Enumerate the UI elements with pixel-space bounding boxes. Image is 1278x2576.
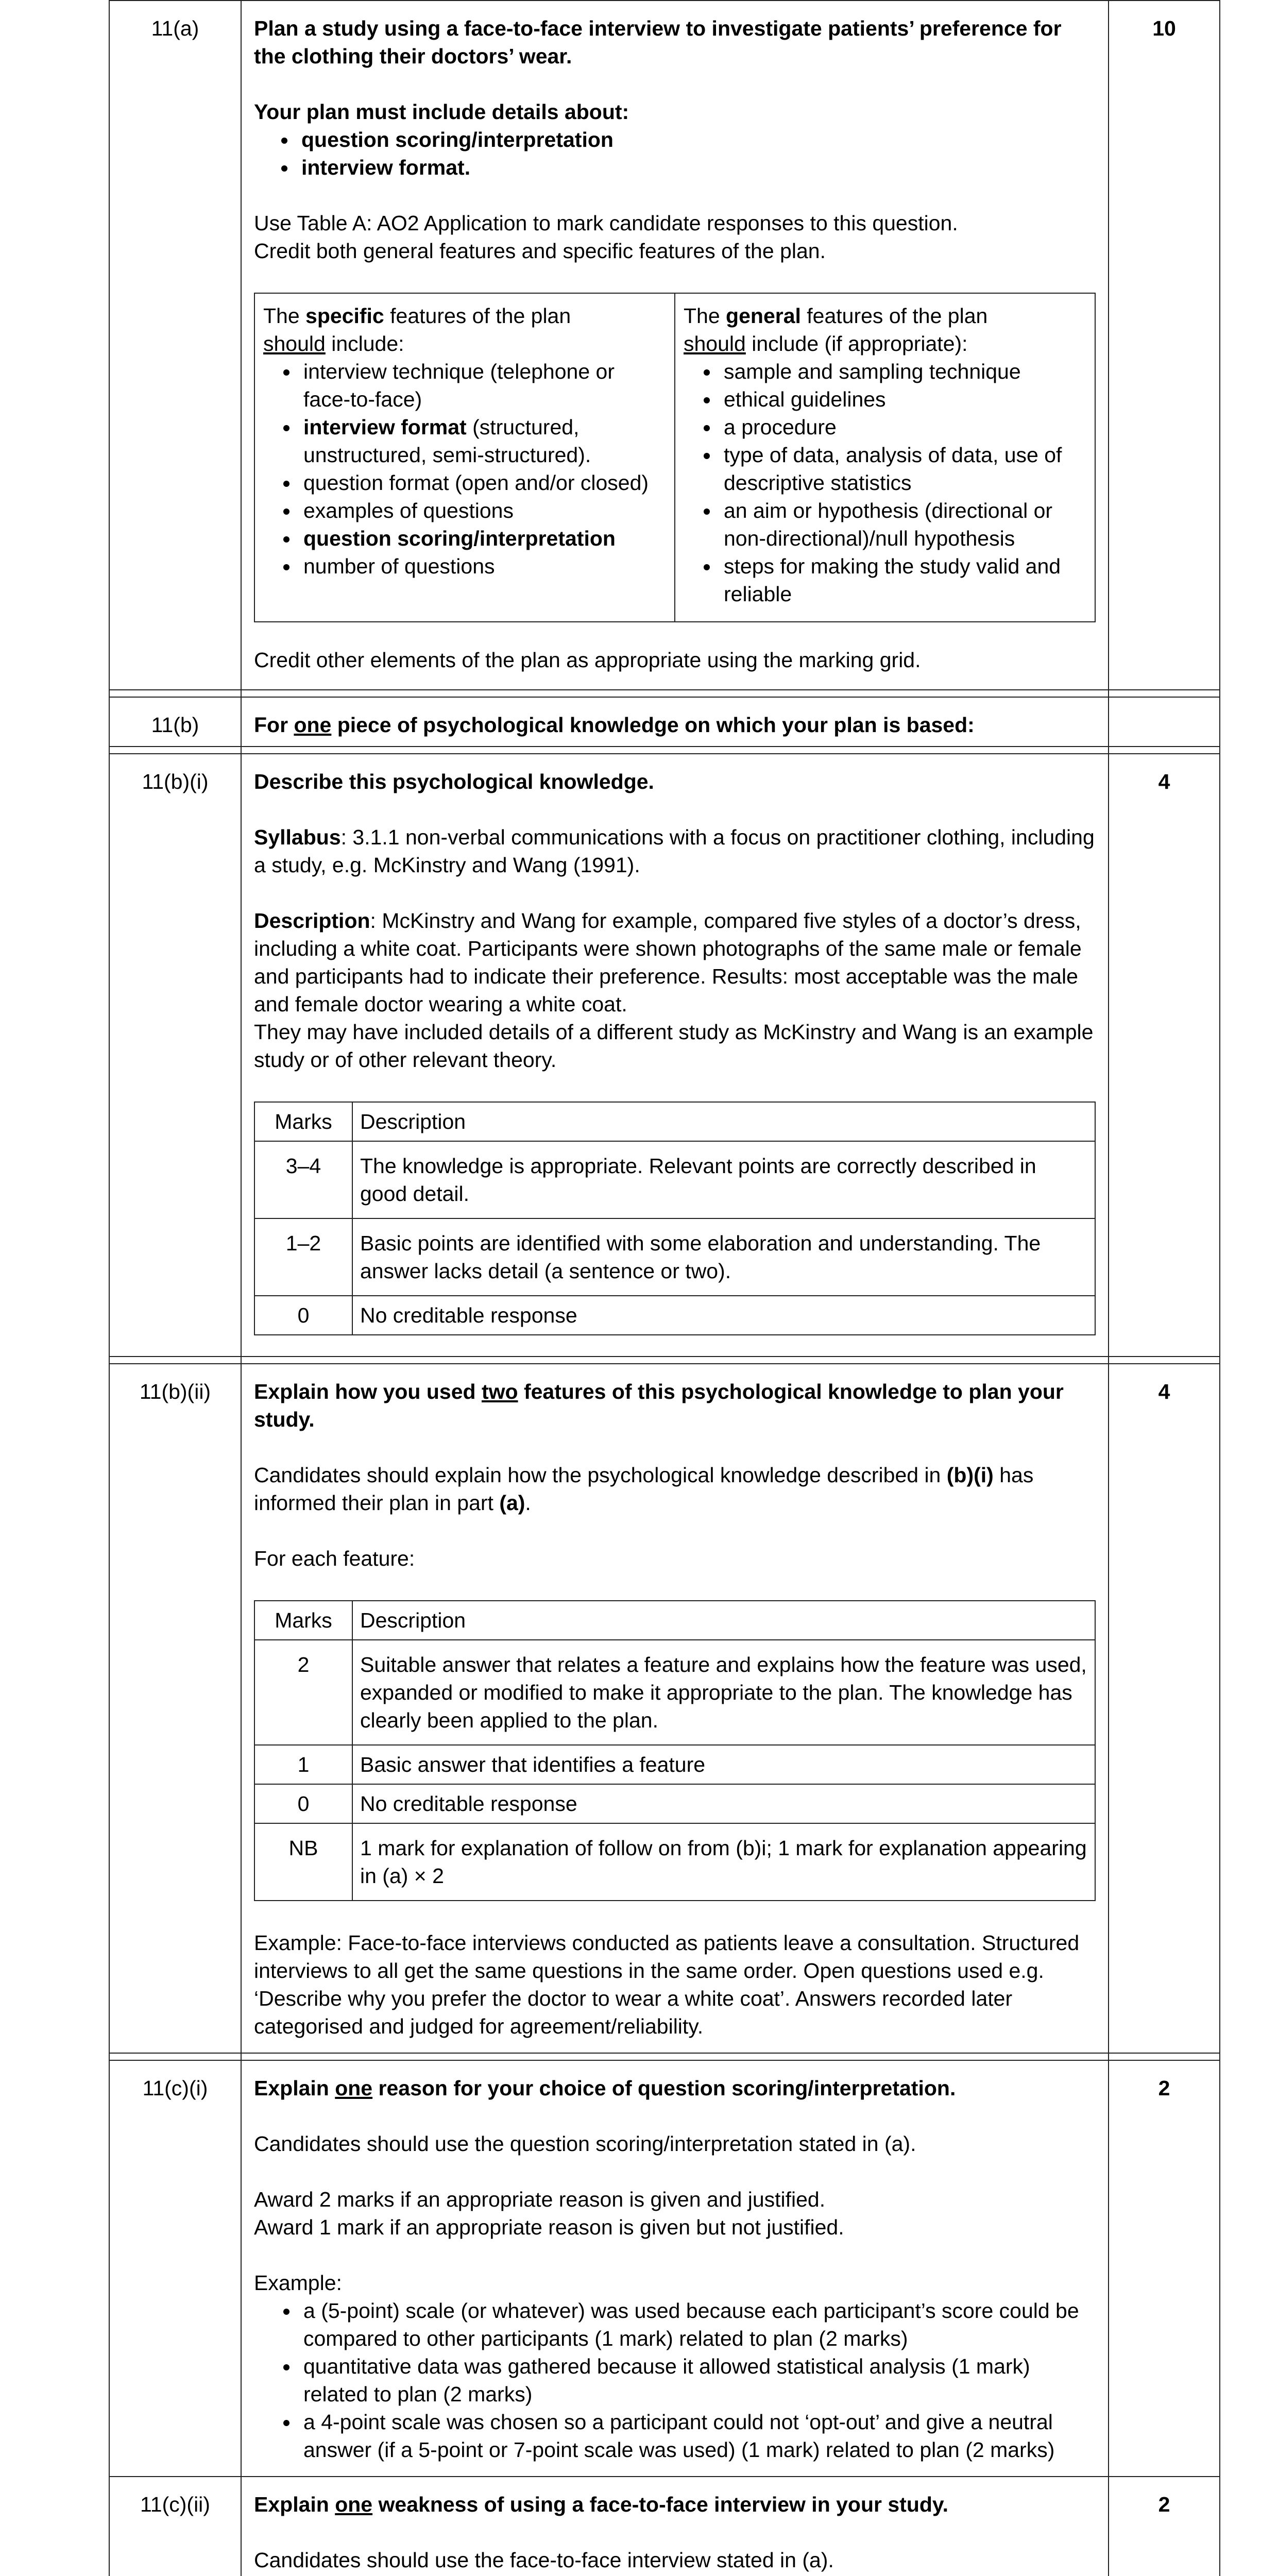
question-row-11bi	[109, 754, 1220, 1357]
marks-value: 2	[1109, 2477, 1220, 2576]
must-include-label: Your plan must include details about:	[254, 100, 629, 124]
syllabus-text: Syllabus: 3.1.1 non-verbal communications with a focus on practitioner clothing, including a study, e.g. McKinstry and Wang (1991).	[254, 825, 1095, 877]
marks-value: 4	[1109, 754, 1220, 1357]
list-item: • a procedure	[720, 413, 1086, 441]
question-number: 11(b)	[109, 697, 241, 747]
list-item: • type of data, analysis of data, use of descriptive statistics	[720, 441, 1086, 497]
description-text: Description: McKinstry and Wang for example, compared five styles of a doctor’s dress, including a white coat. Participants were shown photographs of the same male or female and participants had to indicate their preference. Results: most acceptable was the male and female doctor wearing a white coat.	[254, 909, 1082, 1016]
question-row-11a	[109, 1, 1220, 690]
award-1-text: Award 1 mark if an appropriate reason is given but not justified.	[254, 2215, 844, 2239]
example-text: Example: Face-to-face interviews conducted as patients leave a consultation. Structured interviews to all get the same questions in the same order. Open questions used e.g. ‘Describe why you prefer the doctor to wear a white coat’. Answers recorded later categorised and judged for agreement/reliability.	[254, 1931, 1080, 2038]
question-number: 11(c)(ii)	[109, 2477, 241, 2576]
general-features-cell	[675, 293, 1095, 622]
candidate-guidance: Candidates should use the question scoring/interpretation stated in (a).	[254, 2132, 916, 2156]
grid-header-row: Marks Description	[254, 1102, 1095, 1141]
general-features-heading: The general features of the plan should include (if appropriate):	[684, 304, 988, 355]
specific-features-cell	[254, 293, 675, 622]
answer-cell	[241, 1364, 1109, 2053]
list-item: • interview format (structured, unstructured, semi-structured).	[299, 413, 666, 469]
specific-features-list	[263, 358, 666, 580]
list-item: • examples of questions	[299, 497, 666, 524]
list-item: • steps for making the study valid and reliable	[720, 552, 1086, 608]
list-item: • an aim or hypothesis (directional or non-directional)/null hypothesis	[720, 497, 1086, 552]
question-prompt: Describe this psychological knowledge.	[254, 770, 654, 793]
specific-features-heading: The specific features of the plan should include:	[263, 304, 571, 355]
example-list	[254, 2297, 1096, 2464]
grid-row: 1–2 Basic points are identified with some elaboration and understanding. The answer lacks detail (a sentence or two).	[254, 1218, 1095, 1296]
list-item: • question scoring/interpretation	[299, 524, 666, 552]
marking-grid	[254, 1600, 1096, 1901]
list-item: • a 4-point scale was chosen so a participant could not ‘opt-out’ and give a neutral answer (if a 5-point or 7-point scale was used) (1 mark) related to plan (2 marks)	[299, 2408, 1096, 2464]
question-row-11ci	[109, 2060, 1220, 2477]
list-item: • interview technique (telephone or face-to-face)	[299, 358, 666, 413]
question-number: 11(b)(ii)	[109, 1364, 241, 2053]
marks-value: 2	[1109, 2060, 1220, 2477]
grid-row: 0 No creditable response	[254, 1296, 1095, 1335]
marking-grid	[254, 1101, 1096, 1335]
grid-row: NB 1 mark for explanation of follow on from (b)i; 1 mark for explanation appearing in (a) × 2	[254, 1823, 1095, 1901]
candidate-guidance: Candidates should explain how the psychological knowledge described in (b)(i) has informed their plan in part (a).	[254, 1463, 1034, 1515]
question-prompt: Explain one weakness of using a face-to-face interview in your study.	[254, 2493, 949, 2516]
question-prompt: For one piece of psychological knowledge on which your plan is based:	[254, 713, 975, 737]
features-table	[254, 293, 1096, 622]
question-row-11b	[109, 697, 1220, 747]
grid-row: 2 Suitable answer that relates a feature and explains how the feature was used, expanded or modified to make it appropriate to the plan. The knowledge has clearly been applied to the plan.	[254, 1640, 1095, 1745]
question-number: 11(a)	[109, 1, 241, 690]
question-prompt: Explain one reason for your choice of question scoring/interpretation.	[254, 2076, 956, 2100]
candidate-guidance: Candidates should use the face-to-face interview stated in (a).	[254, 2548, 834, 2572]
answer-cell	[241, 2477, 1109, 2576]
award-2-text: Award 2 marks if an appropriate reason is given and justified.	[254, 2188, 826, 2211]
instruction-line: Use Table A: AO2 Application to mark candidate responses to this question.	[254, 211, 958, 235]
list-item: • sample and sampling technique	[720, 358, 1086, 385]
marks-value: 4	[1109, 1364, 1220, 2053]
list-item: • ethical guidelines	[720, 385, 1086, 413]
answer-cell	[241, 2060, 1109, 2477]
question-number: 11(b)(i)	[109, 754, 241, 1357]
description-text-2: They may have included details of a different study as McKinstry and Wang is an example study or of other relevant theory.	[254, 1020, 1094, 1072]
answer-cell	[241, 1, 1109, 690]
answer-cell	[241, 754, 1109, 1357]
general-features-list	[684, 358, 1086, 608]
answer-cell	[241, 697, 1109, 747]
question-prompt: Explain how you used two features of this psychological knowledge to plan your study.	[254, 1380, 1064, 1431]
list-item: • quantitative data was gathered because it allowed statistical analysis (1 mark) related to plan (2 marks)	[299, 2352, 1096, 2408]
grid-row: 0 No creditable response	[254, 1784, 1095, 1823]
mark-scheme-table	[109, 0, 1220, 2576]
question-row-11bii	[109, 1364, 1220, 2053]
list-item: • question format (open and/or closed)	[299, 469, 666, 497]
list-item: • number of questions	[299, 552, 666, 580]
each-feature-label: For each feature:	[254, 1547, 415, 1570]
list-item: • a (5-point) scale (or whatever) was used because each participant’s score could be compared to other participants (1 mark) related to plan (2 marks)	[299, 2297, 1096, 2352]
grid-header-row: Marks Description	[254, 1601, 1095, 1640]
mark-scheme-page	[109, 0, 1180, 2576]
credit-other-note: Credit other elements of the plan as appropriate using the marking grid.	[254, 648, 921, 672]
grid-row: 1 Basic answer that identifies a feature	[254, 1745, 1095, 1784]
list-item: • question scoring/interpretation	[297, 126, 1096, 154]
marks-value: 10	[1109, 1, 1220, 690]
grid-row: 3–4 The knowledge is appropriate. Relevant points are correctly described in good detail.	[254, 1141, 1095, 1218]
list-item: • interview format.	[297, 154, 1096, 181]
question-number: 11(c)(i)	[109, 2060, 241, 2477]
instruction-line: Credit both general features and specific features of the plan.	[254, 239, 826, 263]
must-include-list	[254, 126, 1096, 181]
question-prompt: Plan a study using a face-to-face interview to investigate patients’ preference for the clothing their doctors’ wear.	[254, 16, 1062, 68]
example-label: Example:	[254, 2271, 342, 2295]
question-row-11cii	[109, 2477, 1220, 2576]
